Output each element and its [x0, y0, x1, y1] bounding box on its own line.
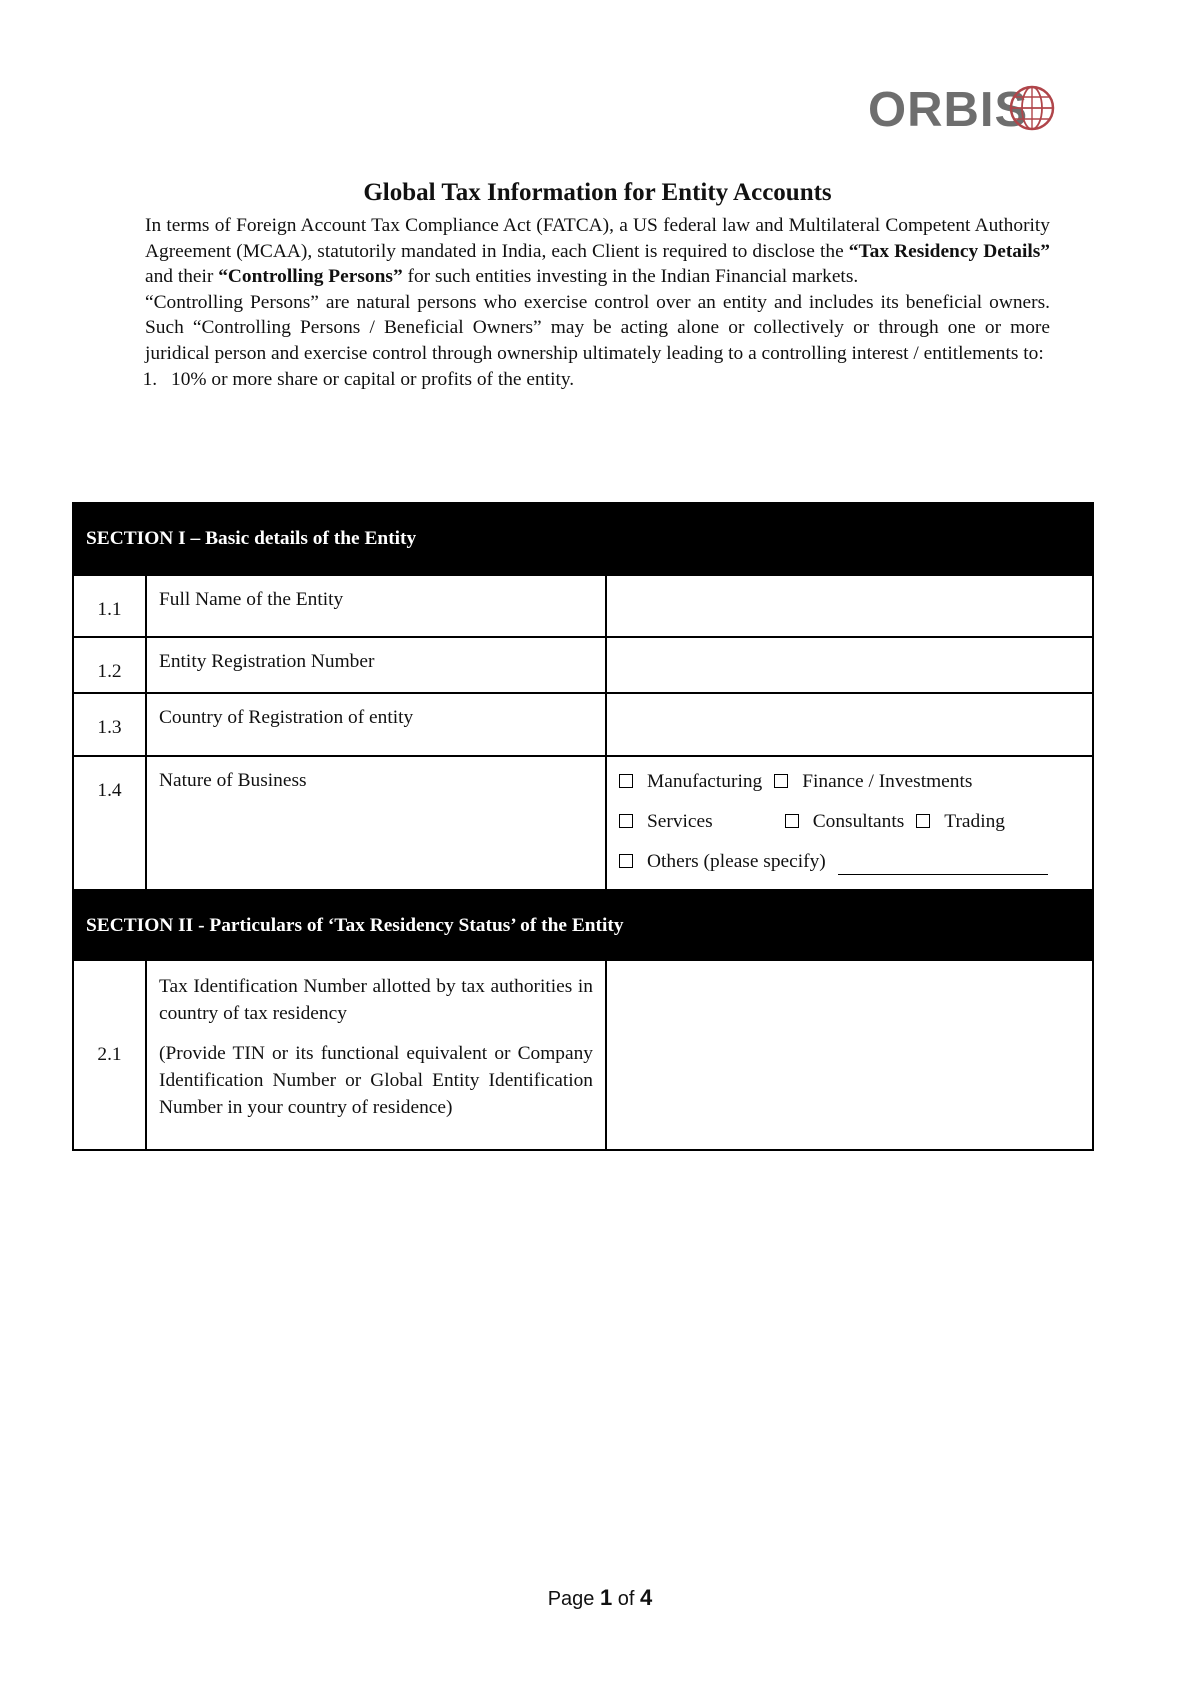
- checkbox-icon: [619, 814, 633, 828]
- field-label: Country of Registration of entity: [146, 693, 606, 756]
- field-label: Entity Registration Number: [146, 637, 606, 693]
- total-pages: 4: [640, 1585, 653, 1610]
- entity-name-field[interactable]: [606, 575, 1093, 637]
- field-label: [146, 960, 606, 1150]
- list-item: 1. 10% or more share or capital or profits of the entity.: [162, 367, 1050, 393]
- field-label: Nature of Business: [146, 756, 606, 890]
- consultants-checkbox[interactable]: Consultants: [785, 809, 905, 835]
- document-title: Global Tax Information for Entity Accounts: [363, 179, 832, 206]
- current-page: 1: [599, 1585, 613, 1610]
- tin-label: Tax Identification Number allotted by tax authorities in country of tax residency: [159, 976, 593, 1024]
- services-checkbox[interactable]: Services: [619, 809, 713, 835]
- intro-paragraph-2: “Controlling Persons” are natural persons who exercise control over an entity and includes its beneficial owners. Such “Controlling Persons / Beneficial Owners” may be acting alone or collectively or through one or more juridical person and exercise control through ownership ultimately leading to a controlling interest / entitlements to:: [145, 291, 1050, 364]
- globe-icon: [1008, 84, 1056, 132]
- registration-number-field[interactable]: [606, 637, 1093, 693]
- table-row: [73, 756, 1093, 890]
- row-number: 1.3: [73, 693, 146, 756]
- intro-text: [145, 213, 1050, 392]
- field-label: Full Name of the Entity: [146, 575, 606, 637]
- intro-list: [162, 367, 1050, 393]
- orbis-logo: [868, 82, 1058, 144]
- nature-of-business-options: [606, 756, 1093, 890]
- section-2-header: [73, 890, 1093, 960]
- others-checkbox[interactable]: Others (please specify): [619, 849, 826, 875]
- row-number: 1.4: [73, 756, 146, 890]
- checkbox-icon: [774, 774, 788, 788]
- tin-note: (Provide TIN or its functional equivalent or Company Identification Number or Global Entity Identification Number in your country of residence): [159, 1043, 593, 1118]
- page-footer: Page 1 of 4: [547, 1585, 653, 1610]
- country-of-registration-field[interactable]: [606, 693, 1093, 756]
- checkbox-icon: [916, 814, 930, 828]
- row-number: 1.2: [73, 637, 146, 693]
- checkbox-icon: [619, 774, 633, 788]
- others-specify-field[interactable]: [838, 855, 1048, 875]
- section-2-title: SECTION II - Particulars of ‘Tax Residency Status’ of the Entity: [73, 890, 1093, 960]
- table-row: [73, 575, 1093, 637]
- entity-form-table: [72, 502, 1094, 1151]
- row-number: 2.1: [73, 960, 146, 1150]
- intro-paragraph-1: In terms of Foreign Account Tax Compliance Act (FATCA), a US federal law and Multilateral Competent Authority Agreement (MCAA), statutorily mandated in India, each Client is required to disclose the “Tax Residency Details” and their “Controlling Persons” for such entities investing in the Indian Financial markets.: [145, 215, 1051, 288]
- tax-identification-number-field[interactable]: [606, 960, 1093, 1150]
- finance-checkbox[interactable]: Finance / Investments: [774, 769, 972, 795]
- trading-checkbox[interactable]: Trading: [916, 809, 1005, 835]
- table-row: [73, 960, 1093, 1150]
- section-1-title: SECTION I – Basic details of the Entity: [73, 503, 1093, 575]
- checkbox-icon: [785, 814, 799, 828]
- table-row: [73, 693, 1093, 756]
- row-number: 1.1: [73, 575, 146, 637]
- manufacturing-checkbox[interactable]: Manufacturing: [619, 769, 762, 795]
- table-row: [73, 637, 1093, 693]
- section-1-header: [73, 503, 1093, 575]
- logo-text: ORBIS: [868, 83, 1029, 137]
- checkbox-icon: [619, 854, 633, 868]
